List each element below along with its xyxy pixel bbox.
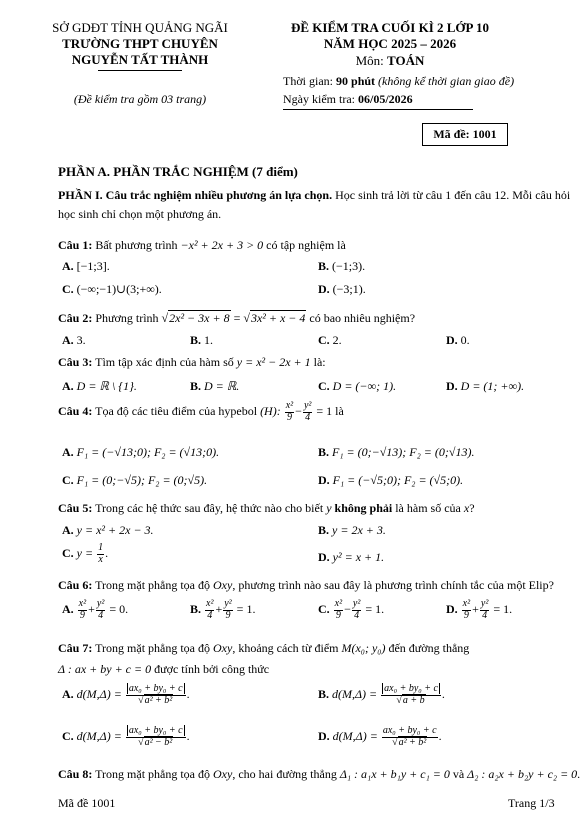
fraction-x2-over-9 bbox=[285, 401, 294, 423]
fraction bbox=[78, 599, 87, 621]
option-text: 0. bbox=[460, 333, 470, 347]
denominator: a + b bbox=[402, 694, 425, 706]
question-4: Câu 4: Tọa độ các tiêu điểm của hypebol (H): $\frac{\text{x²}}{9}$ − $\frac{\text{y²}}{4}$ = 1 là bbox=[58, 400, 344, 423]
distance-fraction: $\frac{\text{ax₀ + by₀ + c}}{√a + b}$ bbox=[381, 684, 441, 706]
question-text: Trong mặt phẳng tọa độ bbox=[92, 767, 214, 781]
distance-lhs: d(M,Δ) = bbox=[332, 686, 381, 701]
q7-option-b[interactable]: B. d(M,Δ) = $\frac{\text{ax₀ + by₀ + c}}{√a + b}$ . bbox=[318, 683, 445, 706]
option-text: F₁ = (−√13;0); F₂ = (√13;0). bbox=[76, 445, 220, 459]
numerator: y² bbox=[352, 598, 361, 609]
equation-rhs: = 1 bbox=[313, 403, 333, 418]
option-label: D. bbox=[446, 601, 458, 616]
option-text: y = bbox=[76, 545, 97, 560]
part-title: PHẦN I. Câu trắc nghiệm nhiều phương án lựa chọn. bbox=[58, 188, 333, 202]
date-line bbox=[283, 92, 413, 107]
option-label: C. bbox=[62, 545, 74, 560]
option-text: = 1. bbox=[233, 601, 256, 616]
numerator: 1 bbox=[98, 542, 104, 553]
q2-option-a[interactable] bbox=[62, 333, 86, 348]
option-text: D = ℝ \ {1}. bbox=[76, 379, 137, 393]
school-year: NĂM HỌC 2025 – 2026 bbox=[323, 36, 457, 51]
fraction bbox=[223, 599, 232, 621]
distance-fraction: $\frac{\text{ax₀ + by₀ + c}}{\text{√a² + b²}}$ bbox=[126, 684, 186, 706]
time-line bbox=[283, 74, 514, 89]
q1-option-d[interactable] bbox=[318, 282, 366, 297]
q3-option-d[interactable] bbox=[446, 379, 524, 394]
question-6 bbox=[58, 578, 554, 593]
denominator: a² + b² bbox=[398, 736, 427, 748]
option-label: A. bbox=[62, 445, 74, 459]
option-label: D. bbox=[446, 379, 458, 393]
part-instructions bbox=[58, 188, 570, 203]
line-equation: Δ : ax + by + c = 0 bbox=[58, 662, 152, 676]
question-5 bbox=[58, 501, 475, 516]
question-math: −x² + 2x + 3 > 0 bbox=[180, 238, 264, 252]
q6-option-a[interactable]: A. $\frac{\text{x²}}{9}$ + $\frac{\text{y²}}{4}$ = 0. bbox=[62, 598, 129, 621]
option-label: C. bbox=[318, 333, 330, 347]
q3-option-c[interactable] bbox=[318, 379, 396, 394]
coordinate-system: Oxy bbox=[213, 641, 233, 655]
option-label: A. bbox=[62, 686, 74, 701]
fraction bbox=[462, 599, 471, 621]
denominator: 9 bbox=[335, 609, 341, 621]
numerator: y² bbox=[303, 400, 312, 411]
q7-option-a[interactable]: A. d(M,Δ) = $\frac{\text{ax₀ + by₀ + c}}{\text{√a² + b²}}$ . bbox=[62, 683, 190, 706]
q1-option-b[interactable] bbox=[318, 259, 365, 274]
subject-value: TOÁN bbox=[387, 53, 425, 68]
option-text: y = 2x + 3. bbox=[332, 523, 386, 537]
question-emphasis: không phải bbox=[331, 501, 393, 515]
fraction bbox=[334, 599, 343, 621]
option-label: B. bbox=[318, 523, 330, 537]
q4-option-b[interactable] bbox=[318, 445, 474, 460]
question-text-tail: được tính bởi công thức bbox=[151, 662, 270, 676]
question-text-tail: có tập nghiệm là bbox=[263, 238, 346, 252]
denominator: 9 bbox=[286, 411, 292, 423]
question-1 bbox=[58, 238, 346, 253]
date-label: Ngày kiểm tra: bbox=[283, 92, 358, 106]
var-x: x bbox=[463, 501, 470, 515]
numerator: ax₀ + by₀ + c bbox=[382, 725, 437, 736]
school-name-2: NGUYỄN TẤT THÀNH bbox=[71, 52, 209, 67]
numerator: x² bbox=[206, 598, 214, 609]
q3-option-b[interactable] bbox=[190, 379, 239, 394]
coordinate-system: Oxy bbox=[213, 767, 233, 781]
date-value: 06/05/2026 bbox=[357, 92, 413, 106]
distance-lhs: d(M,Δ) = bbox=[76, 686, 125, 701]
option-label: A. bbox=[62, 601, 74, 616]
question-7 bbox=[58, 641, 469, 656]
option-text: F₁ = (0;−√5); F₂ = (0;√5). bbox=[76, 473, 208, 487]
denominator: 4 bbox=[305, 411, 311, 423]
fraction bbox=[352, 599, 361, 621]
q7-option-d[interactable]: D. d(M,Δ) = $\frac{\text{ax₀ + by₀ + c}}{\text{√a² + b²}}$ . bbox=[318, 725, 442, 748]
fraction-y2-over-4 bbox=[303, 401, 312, 423]
numerator: ax₀ + by₀ + c bbox=[128, 725, 183, 736]
time-label: Thời gian: bbox=[283, 74, 337, 88]
subject-line bbox=[280, 53, 500, 69]
denominator: 9 bbox=[79, 609, 85, 621]
page-count-note: (Đề kiểm tra gồm 03 trang) bbox=[73, 92, 207, 106]
q7-option-c[interactable]: C. d(M,Δ) = $\frac{\text{ax₀ + by₀ + c}}{\text{√a² − b²}}$ . bbox=[62, 725, 190, 748]
question-text: Phương trình bbox=[92, 311, 162, 325]
numerator: y² bbox=[480, 598, 489, 609]
footer-page-number: Trang 1/3 bbox=[508, 796, 555, 810]
numerator: y² bbox=[224, 598, 232, 609]
q2-option-d[interactable] bbox=[446, 333, 470, 348]
denominator: a² − b² bbox=[144, 736, 173, 748]
question-text: Trong các hệ thức sau đây, hệ thức nào cho biết bbox=[92, 501, 327, 515]
distance-lhs: d(M,Δ) = bbox=[332, 728, 381, 743]
question-text-tail: là bbox=[332, 403, 344, 418]
var-y: y bbox=[326, 501, 332, 515]
question-2: Câu 2: Phương trình √2x² − 3x + 8 = √3x² + x − 4 có bao nhiêu nghiệm? bbox=[58, 311, 416, 325]
option-label: B. bbox=[318, 445, 330, 459]
fraction bbox=[96, 599, 105, 621]
option-text: [−1;3]. bbox=[76, 259, 110, 273]
question-text-tail: là: bbox=[310, 355, 326, 369]
q2-option-b[interactable] bbox=[190, 333, 213, 348]
numerator: x² bbox=[78, 598, 87, 609]
option-text: (−3;1). bbox=[332, 282, 366, 296]
question-number: Câu 5: bbox=[58, 501, 93, 515]
option-label: C. bbox=[318, 601, 330, 616]
section-title: PHẦN A. PHẦN TRẮC NGHIỆM (7 điểm) bbox=[58, 164, 298, 179]
option-label: D. bbox=[318, 282, 330, 296]
option-label: A. bbox=[62, 259, 74, 273]
part-text: Học sinh trả lời từ câu 1 đến câu 12. Mỗi câu hỏi bbox=[332, 188, 571, 202]
option-text: = 1. bbox=[362, 601, 385, 616]
q6-option-d[interactable]: D. $\frac{\text{x²}}{9}$ + $\frac{\text{y²}}{4}$ = 1. bbox=[446, 598, 513, 621]
line-1: Δ₁ : a₁x + b₁y + c₁ = 0 bbox=[339, 767, 450, 781]
point-m: M(x₀; y₀) bbox=[341, 641, 386, 655]
option-label: D. bbox=[318, 473, 330, 487]
option-label: B. bbox=[190, 601, 202, 616]
option-text: = 1. bbox=[490, 601, 513, 616]
numerator: x² bbox=[334, 598, 343, 609]
denominator: 9 bbox=[225, 609, 231, 621]
option-text: y² = x + 1. bbox=[332, 550, 385, 564]
option-text: 2. bbox=[332, 333, 342, 347]
question-number: Câu 4: bbox=[58, 403, 93, 418]
option-label: D. bbox=[318, 728, 330, 743]
question-text-tail: , phương trình nào sau đây là phương trình chính tắc của một Elip? bbox=[232, 578, 554, 592]
numerator: ax₀ + by₀ + c bbox=[128, 683, 183, 694]
denominator: 4 bbox=[98, 609, 104, 621]
distance-fraction: $\frac{\text{ax₀ + by₀ + c}}{\text{√a² − b²}}$ bbox=[126, 726, 186, 748]
question-3 bbox=[58, 355, 326, 370]
question-number: Câu 6: bbox=[58, 578, 93, 592]
numerator: x² bbox=[285, 400, 294, 411]
option-text: D = (1; +∞). bbox=[460, 379, 525, 393]
department-name: SỞ GDĐT TỈNH QUẢNG NGÃI bbox=[52, 20, 228, 35]
q5-option-c[interactable]: C. y = $\frac{1}{x}$ . bbox=[62, 542, 109, 565]
option-text: (−1;3). bbox=[332, 259, 366, 273]
option-text: F₁ = (−√5;0); F₂ = (√5;0). bbox=[332, 473, 464, 487]
option-label: C. bbox=[62, 473, 74, 487]
option-label: C. bbox=[62, 728, 74, 743]
option-label: B. bbox=[318, 686, 330, 701]
denominator: a² + b² bbox=[144, 694, 173, 706]
option-label: C. bbox=[62, 282, 74, 296]
question-text: Trong mặt phẳng tọa độ bbox=[92, 641, 214, 655]
denominator: 4 bbox=[354, 609, 360, 621]
q1-option-a[interactable] bbox=[62, 259, 110, 274]
question-text: Bất phương trình bbox=[92, 238, 181, 252]
option-text: D = ℝ. bbox=[204, 379, 240, 393]
question-end: . bbox=[577, 767, 581, 781]
question-number: Câu 8: bbox=[58, 767, 93, 781]
option-label: C. bbox=[318, 379, 330, 393]
question-7-line2 bbox=[58, 662, 269, 677]
option-label: B. bbox=[190, 379, 202, 393]
subject-label: Môn: bbox=[355, 53, 388, 68]
conjunction: và bbox=[449, 767, 468, 781]
numerator: x² bbox=[462, 598, 471, 609]
option-text: y = x² + 2x − 3. bbox=[76, 523, 154, 537]
question-number: Câu 3: bbox=[58, 355, 93, 369]
q2-option-c[interactable] bbox=[318, 333, 342, 348]
q1-option-c[interactable] bbox=[62, 282, 162, 297]
option-text: 3. bbox=[76, 333, 86, 347]
question-number: Câu 2: bbox=[58, 311, 93, 325]
footer-exam-code: Mã đề 1001 bbox=[58, 796, 116, 810]
time-value: 90 phút bbox=[336, 74, 376, 88]
q6-option-b[interactable]: B. $\frac{\text{x²}}{4}$ + $\frac{\text{y²}}{9}$ = 1. bbox=[190, 598, 256, 621]
question-math: y = x² − 2x + 1 bbox=[236, 355, 311, 369]
question-text-tail: là hàm số của bbox=[392, 501, 464, 515]
exam-title: ĐỀ KIỂM TRA CUỐI KÌ 2 LỚP 10 bbox=[290, 20, 490, 35]
denominator: 4 bbox=[207, 609, 213, 621]
exam-code-box bbox=[422, 123, 508, 146]
option-label: B. bbox=[318, 259, 330, 273]
option-text: (−∞;−1)∪(3;+∞). bbox=[76, 282, 162, 296]
q4-option-c[interactable] bbox=[62, 473, 207, 488]
question-text-mid: , cho hai đường thẳng bbox=[232, 767, 340, 781]
q6-option-c[interactable]: C. $\frac{\text{x²}}{9}$ − $\frac{\text{y²}}{4}$ = 1. bbox=[318, 598, 385, 621]
option-label: D. bbox=[446, 333, 458, 347]
q5-option-b[interactable] bbox=[318, 523, 386, 538]
header-left-rule bbox=[98, 70, 182, 71]
denominator: 9 bbox=[463, 609, 469, 621]
hyperbola-name: (H): bbox=[260, 403, 281, 418]
question-text-mid: , khoảng cách từ điểm bbox=[232, 641, 342, 655]
question-text: Trong mặt phẳng tọa độ bbox=[92, 578, 214, 592]
question-number: Câu 1: bbox=[58, 238, 93, 252]
denominator: 4 bbox=[482, 609, 488, 621]
option-label: A. bbox=[62, 333, 74, 347]
option-label: A. bbox=[62, 379, 74, 393]
numerator: y² bbox=[96, 598, 105, 609]
q4-option-a[interactable] bbox=[62, 445, 219, 460]
fraction bbox=[205, 599, 214, 621]
option-label: A. bbox=[62, 523, 74, 537]
option-text: = 0. bbox=[106, 601, 129, 616]
q3-option-a[interactable] bbox=[62, 379, 137, 394]
fraction bbox=[480, 599, 489, 621]
coordinate-system: Oxy bbox=[213, 578, 233, 592]
denominator: x bbox=[98, 553, 103, 565]
time-note: (không kể thời gian giao đề) bbox=[375, 74, 515, 88]
distance-fraction: $\frac{\text{ax₀ + by₀ + c}}{\text{√a² + b²}}$ bbox=[382, 725, 437, 748]
question-8 bbox=[58, 767, 580, 782]
question-math-rhs: 3x² + x − 4 bbox=[250, 311, 306, 325]
header-right-rule bbox=[283, 109, 473, 110]
question-end: ? bbox=[469, 501, 475, 515]
numerator: ax₀ + by₀ + c bbox=[384, 683, 438, 694]
school-name: TRƯỜNG THPT CHUYÊN bbox=[62, 36, 218, 51]
line-2: Δ₂ : a₂x + b₂y + c₂ = 0 bbox=[467, 767, 578, 781]
option-label: B. bbox=[190, 333, 202, 347]
q5-option-a[interactable] bbox=[62, 523, 154, 538]
question-text: Tìm tập xác định của hàm số bbox=[92, 355, 237, 369]
question-text: Tọa độ các tiêu điểm của hypebol bbox=[92, 403, 261, 418]
part-instructions-line2: học sinh chỉ chọn một phương án. bbox=[58, 207, 222, 221]
distance-lhs: d(M,Δ) = bbox=[76, 728, 125, 743]
exam-code: Mã đề: 1001 bbox=[433, 127, 497, 141]
question-text-tail: đến đường thẳng bbox=[385, 641, 470, 655]
question-text-tail: có bao nhiêu nghiệm? bbox=[306, 311, 416, 325]
question-math-lhs: 2x² − 3x + 8 bbox=[169, 311, 230, 325]
option-text: D = (−∞; 1). bbox=[332, 379, 397, 393]
option-text: F₁ = (0;−√13); F₂ = (0;√13). bbox=[332, 445, 475, 459]
option-label: D. bbox=[318, 550, 330, 564]
option-text: 1. bbox=[204, 333, 214, 347]
fraction-1-over-x bbox=[97, 543, 104, 565]
q4-option-d[interactable] bbox=[318, 473, 463, 488]
q5-option-d[interactable] bbox=[318, 550, 384, 565]
question-number: Câu 7: bbox=[58, 641, 93, 655]
